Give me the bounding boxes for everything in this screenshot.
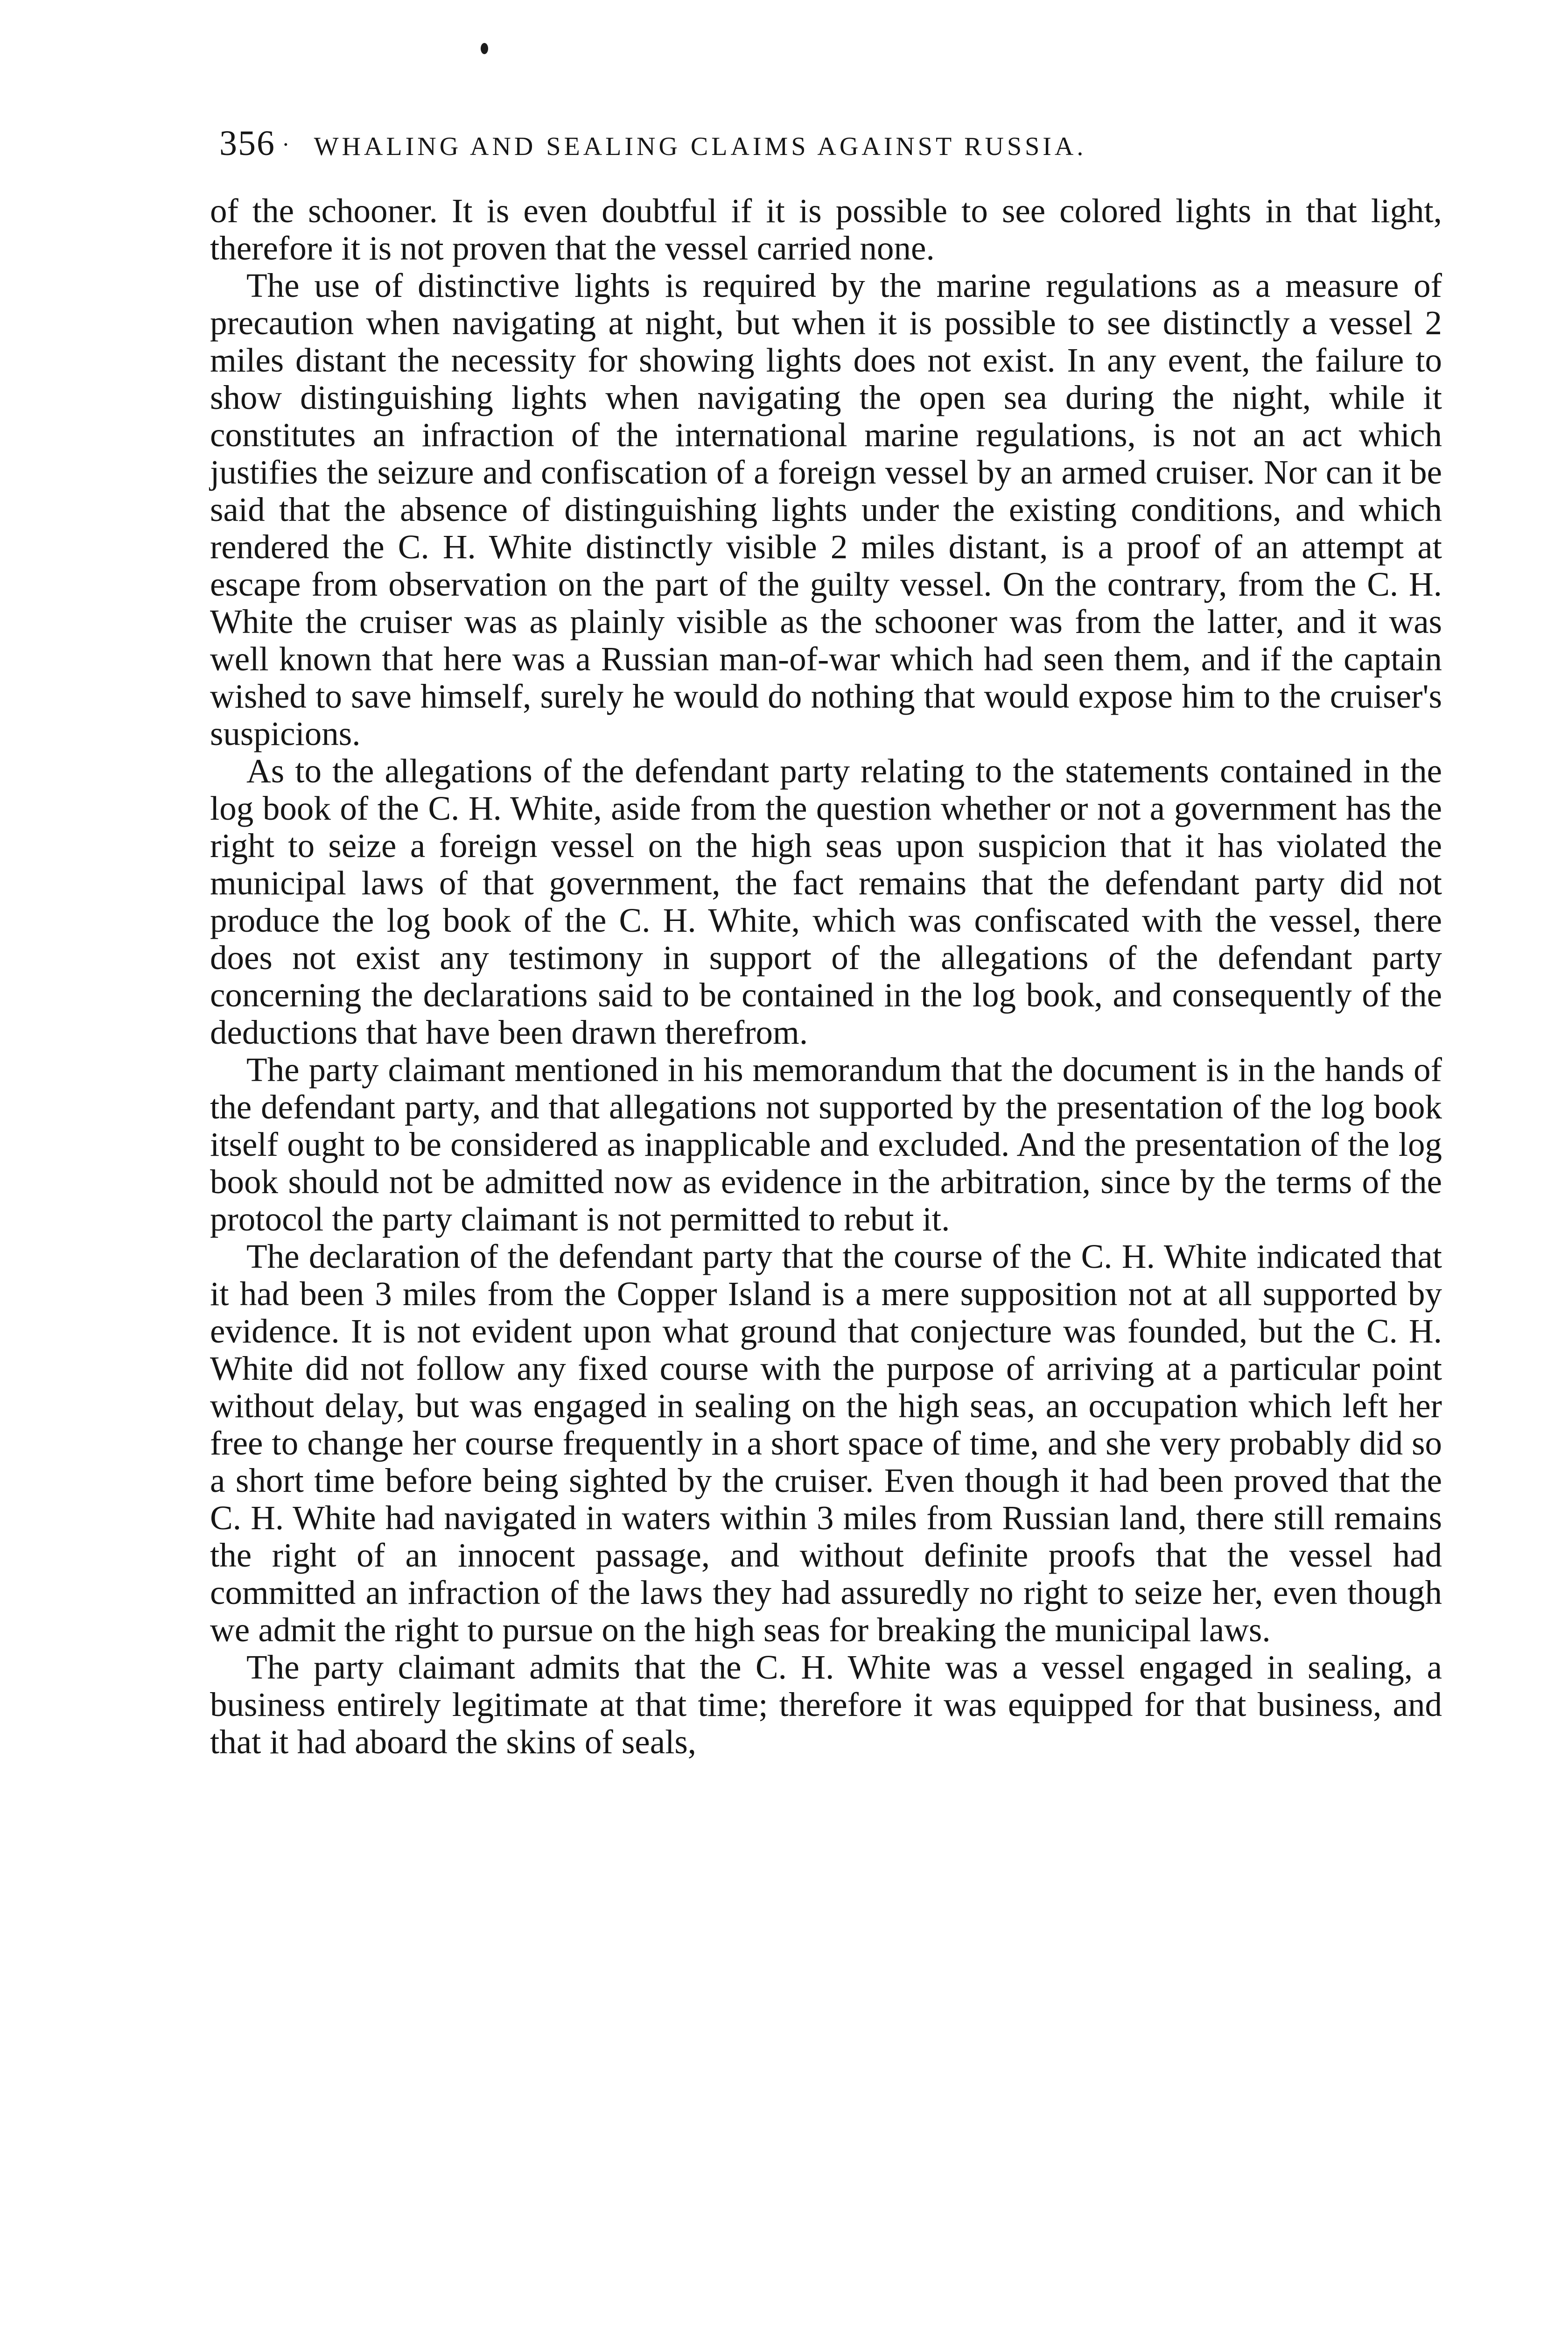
paragraph: As to the allegations of the defendant party relating to the statements contained in the log book of the C. H. White, aside from the question whether or not a government has the right to seize a foreign vessel on the high seas upon suspicion that it has violated the municipal laws of that government, the fact remains that the defendant party did not produce the log book of the C. H. White, which was confiscated with the vessel, there does not exist any testimony in support of the allegations of the defendant party concerning the declarations said to be contained in the log book, and consequently of the deductions that have been drawn therefrom. xyxy=(210,752,1442,1051)
body-text xyxy=(210,192,1442,1761)
paragraph: The party claimant admits that the C. H. White was a vessel engaged in sealing, a business entirely legitimate at that time; therefore it was equipped for that business, and that it had aboard the skins of seals, xyxy=(210,1648,1442,1761)
paragraph: The party claimant mentioned in his memorandum that the document is in the hands of the defendant party, and that allegations not supported by the presentation of the log book itself ought to be considered as inapplicable and excluded. And the presentation of the log book should not be admitted now as evidence in the arbitration, since by the terms of the protocol the party claimant is not permitted to rebut it. xyxy=(210,1051,1442,1238)
paragraph: The declaration of the defendant party that the course of the C. H. White indicated that it had been 3 miles from the Copper Island is a mere supposition not at all supported by evidence. It is not evident upon what ground that conjecture was founded, but the C. H. White did not follow any fixed course with the purpose of arriving at a particular point without delay, but was engaged in sealing on the high seas, an occupation which left her free to change her course frequently in a short space of time, and she very probably did so a short time before being sighted by the cruiser. Even though it had been proved that the C. H. White had navigated in waters within 3 miles from Russian land, there still remains the right of an innocent passage, and without definite proofs that the vessel had committed an infraction of the laws they had assuredly no right to seize her, even though we admit the right to pursue on the high seas for breaking the municipal laws. xyxy=(210,1237,1442,1649)
paragraph-continued: of the schooner. It is even doubtful if it is possible to see colored lights in that light, therefore it is not proven that the vessel carried none. xyxy=(210,192,1442,267)
page-header xyxy=(219,122,1433,164)
header-separator: · xyxy=(282,131,290,157)
paragraph: The use of distinctive lights is required by the marine regulations as a measure of precaution when navigating at night, but when it is possible to see distinctly a vessel 2 miles distant the necessity for showing lights does not exist. In any event, the failure to show distinguishing lights when navigating the open sea during the night, while it constitutes an infraction of the international marine regulations, is not an act which justifies the seizure and confiscation of a foreign vessel by an armed cruiser. Nor can it be said that the absence of distinguishing lights under the existing conditions, and which rendered the C. H. White distinctly visible 2 miles distant, is a proof of an attempt at escape from observation on the part of the guilty vessel. On the contrary, from the C. H. White the cruiser was as plainly visible as the schooner was from the latter, and it was well known that here was a Russian man-of-war which had seen them, and if the captain wished to save himself, surely he would do nothing that would expose him to the cruiser's suspicions. xyxy=(210,267,1442,752)
ink-speck xyxy=(481,43,488,54)
page-number: 356 xyxy=(219,124,275,163)
running-title: WHALING AND SEALING CLAIMS AGAINST RUSSIA. xyxy=(314,132,1087,161)
